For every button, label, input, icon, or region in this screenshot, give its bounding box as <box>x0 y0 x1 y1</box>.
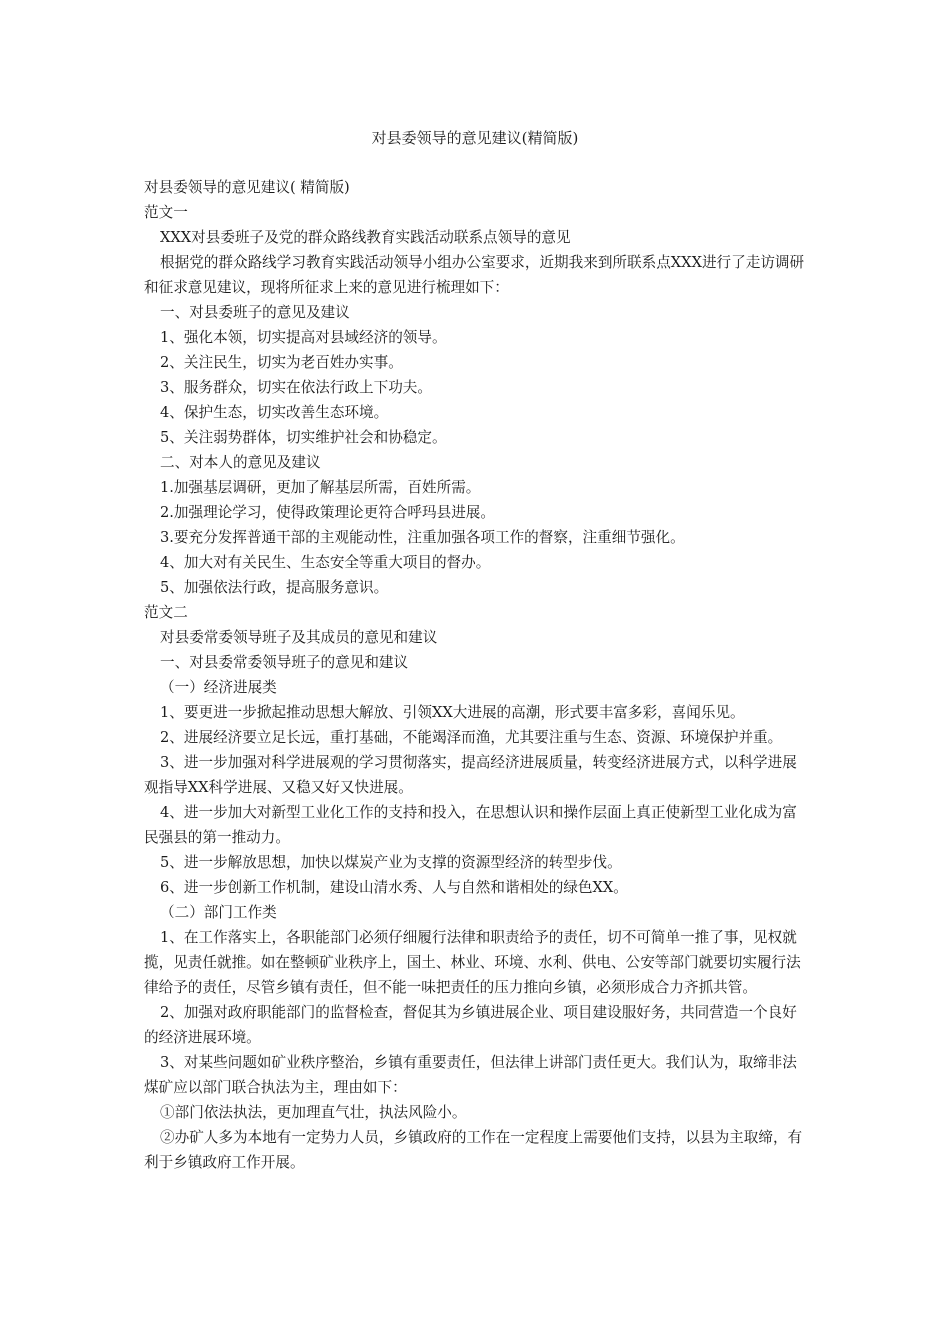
paragraph: （一）经济进展类 <box>160 679 277 696</box>
section-heading: 范文一 <box>144 204 188 221</box>
paragraph: 对县委领导的意见建议( 精简版) <box>144 179 350 196</box>
list-item: 1、要更进一步掀起推动思想大解放、引领XX大进展的高潮，形式要丰富多彩，喜闻乐见。 <box>160 704 745 721</box>
list-item: 1.加强基层调研，更加了解基层所需，百姓所需。 <box>160 479 481 496</box>
paragraph: 二、对本人的意见及建议 <box>160 454 321 471</box>
paragraph: （二）部门工作类 <box>160 904 277 921</box>
paragraph: XXX对县委班子及党的群众路线教育实践活动联系点领导的意见 <box>160 229 571 246</box>
list-item: 4、加大对有关民生、生态安全等重大项目的督办。 <box>160 554 491 571</box>
list-item: 2、进展经济要立足长远，重打基础，不能竭泽而渔，尤其要注重与生态、资源、环境保护并重。 <box>160 729 783 746</box>
list-item: 3、服务群众，切实在依法行政上下功夫。 <box>160 379 432 396</box>
document-title: 对县委领导的意见建议(精简版) <box>371 129 579 147</box>
list-item: 3、进一步加强对科学进展观的学习贯彻落实，提高经济进展质量，转变经济进展方式，以科学进展观指导XX科学进展、又稳又好又快进展。 <box>144 754 797 796</box>
list-item: 6、进一步创新工作机制，建设山清水秀、人与自然和谐相处的绿色XX。 <box>160 879 628 896</box>
list-item: 2.加强理论学习，使得政策理论更符合呼玛县进展。 <box>160 504 495 521</box>
list-item: 3、对某些问题如矿业秩序整治，乡镇有重要责任，但法律上讲部门责任更大。我们认为，取缔非法煤矿应以部门联合执法为主，理由如下： <box>144 1054 797 1096</box>
list-item: 2、加强对政府职能部门的监督检查，督促其为乡镇进展企业、项目建设服好务，共同营造一个良好的经济进展环境。 <box>144 1004 797 1046</box>
document-body <box>144 175 808 1175</box>
list-item: 5、加强依法行政，提高服务意识。 <box>160 579 389 596</box>
list-item: 3.要充分发挥普通干部的主观能动性，注重加强各项工作的督察，注重细节强化。 <box>160 529 685 546</box>
list-item: 2、关注民生，切实为老百姓办实事。 <box>160 354 403 371</box>
paragraph: 根据党的群众路线学习教育实践活动领导小组办公室要求，近期我来到所联系点XXX进行了走访调研和征求意见建议，现将所征求上来的意见进行梳理如下： <box>144 254 805 296</box>
list-item: ②办矿人多为本地有一定势力人员，乡镇政府的工作在一定程度上需要他们支持，以县为主取缔，有利于乡镇政府工作开展。 <box>144 1129 803 1171</box>
list-item: 4、保护生态，切实改善生态环境。 <box>160 404 389 421</box>
list-item: 1、强化本领，切实提高对县域经济的领导。 <box>160 329 447 346</box>
list-item: 1、在工作落实上，各职能部门必须仔细履行法律和职责给予的责任，切不可简单一推了事，见权就揽，见责任就推。如在整顿矿业秩序上，国土、林业、环境、水利、供电、公安等部门就要切实履行法律给予的责任，尽管乡镇有责任，但不能一味把责任的压力推向乡镇，必须形成合力齐抓共管。 <box>144 929 801 996</box>
paragraph: 一、对县委常委领导班子的意见和建议 <box>160 654 409 671</box>
paragraph: 一、对县委班子的意见及建议 <box>160 304 350 321</box>
paragraph: 对县委常委领导班子及其成员的意见和建议 <box>160 629 438 646</box>
list-item: 5、进一步解放思想，加快以煤炭产业为支撑的资源型经济的转型步伐。 <box>160 854 622 871</box>
section-heading: 范文二 <box>144 604 188 621</box>
list-item: ①部门依法执法，更加理直气壮，执法风险小。 <box>160 1104 467 1121</box>
list-item: 5、关注弱势群体，切实维护社会和协稳定。 <box>160 429 447 446</box>
list-item: 4、进一步加大对新型工业化工作的支持和投入，在思想认识和操作层面上真正使新型工业化成为富民强县的第一推动力。 <box>144 804 797 846</box>
